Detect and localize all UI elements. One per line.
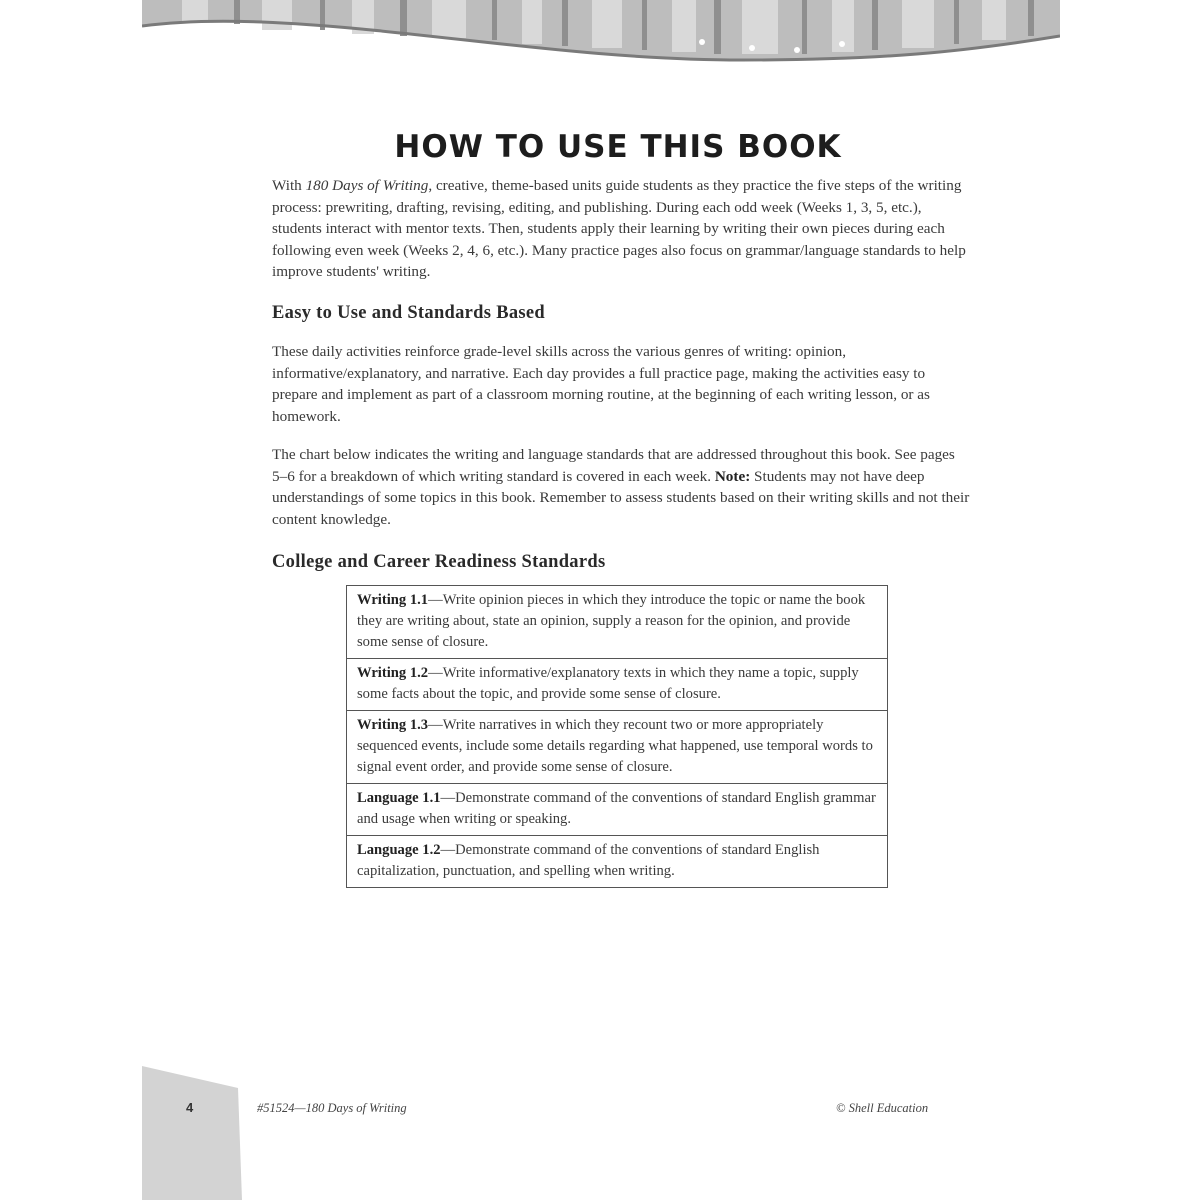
standard-row-writing-1-1 — [347, 586, 887, 659]
note-label: Note: — [714, 467, 751, 485]
standard-label: Writing 1.3 — [357, 717, 429, 733]
intro-paragraph: With 180 Days of Writing, creative, theme-based units guide students as they practice the five steps of the writing process: prewriting, drafting, revising, editing, and publishing. During each odd week (Weeks 1, 3, 5, etc.), students interact with mentor texts. Then, students apply their learning by writing their own pieces during each following even week (Weeks 2, 4, 6, etc.). Many practice pages also focus on grammar/language standards to help improve students' writing. — [272, 177, 966, 281]
section-heading-ccr-standards: College and Career Readiness Standards — [272, 552, 606, 572]
standards-chart-paragraph: The chart below indicates the writing and language standards that are addressed throughout this book. See pages 5–6 for a breakdown of which writing standard is covered in each week. Note: Students may not have deep understandings of some topics in this book. Remember to assess students based on their writing skills and not their content knowledge. — [272, 446, 970, 528]
decorative-header-band — [142, 0, 1060, 62]
footer-copyright: © Shell Education — [836, 1101, 929, 1115]
standard-label: Language 1.2 — [357, 842, 441, 858]
standard-row-writing-1-3 — [347, 711, 887, 784]
book-title: 180 Days of Writing — [305, 177, 429, 194]
standard-text: —Demonstrate command of the conventions of standard English grammar and usage when writing or speaking. — [357, 790, 876, 827]
easy-to-use-paragraph: These daily activities reinforce grade-level skills across the various genres of writing: opinion, informative/explanatory, and narrative. Each day provides a full practice page, making the activities easy to prepare and implement as part of a classroom morning routine, at the beginning of each writing lesson, or as homework. — [272, 343, 930, 425]
standard-row-language-1-1 — [347, 784, 887, 836]
footer-book-code: #51524—180 Days of Writing — [257, 1101, 407, 1115]
page-number: 4 — [186, 1100, 194, 1115]
standard-label: Language 1.1 — [357, 790, 441, 806]
page-number-tab — [142, 1066, 242, 1200]
standards-table — [346, 585, 888, 888]
standard-text: —Demonstrate command of the conventions of standard English capitalization, punctuation, and spelling when writing. — [357, 842, 820, 879]
standard-label: Writing 1.2 — [357, 665, 429, 681]
standard-row-language-1-2 — [347, 836, 887, 887]
standard-text: —Write informative/explanatory texts in which they name a topic, supply some facts about the topic, and provide some sense of closure. — [357, 665, 859, 702]
book-page — [142, 0, 1060, 1200]
section-heading-easy-to-use: Easy to Use and Standards Based — [272, 303, 545, 323]
standard-text: —Write opinion pieces in which they introduce the topic or name the book they are writing about, state an opinion, supply a reason for the opinion, and provide some sense of closure. — [357, 592, 866, 650]
standard-row-writing-1-2 — [347, 659, 887, 711]
page-title: HOW TO USE THIS BOOK — [394, 128, 842, 165]
standard-label: Writing 1.1 — [357, 592, 429, 608]
standard-text: —Write narratives in which they recount two or more appropriately sequenced events, include some details regarding what happened, use temporal words to signal event order, and provide some sense of closure. — [357, 717, 873, 775]
